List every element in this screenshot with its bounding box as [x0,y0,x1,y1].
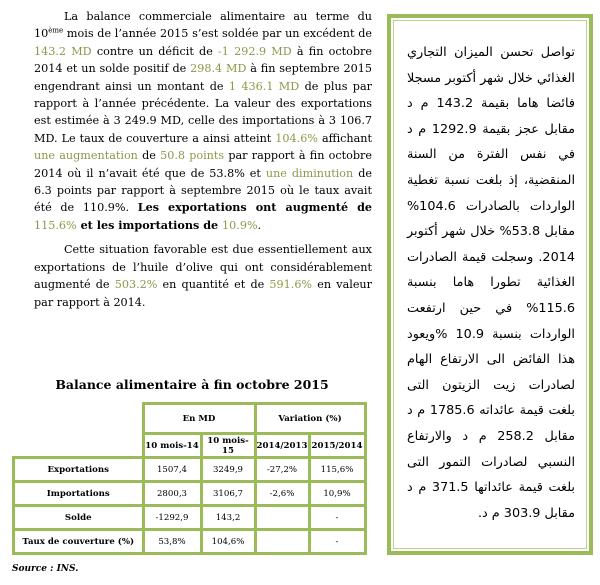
header-en-md: En MD [143,404,255,434]
row-label: Solde [14,506,144,530]
table-row [14,458,366,482]
highlight-value: 115.6% [34,218,77,232]
text: contre un déficit de [91,44,219,58]
table-row [14,506,366,530]
text: par rapport à fin octobre 2014 où il n’avait été que de 53.8% et [34,149,372,180]
text: Les exportations ont augmenté de [137,200,373,215]
cell [255,530,309,554]
text: et les importations de [76,217,223,232]
text: en valeur par rapport à 2014. [34,278,372,309]
french-article [34,8,372,311]
subheader: 10 mois-14 [143,434,201,458]
cell: 115,6% [309,458,365,482]
highlight-value: 298.4 MD [190,62,247,76]
highlight-value: -1 292.9 MD [218,44,292,58]
text: 10 [34,27,49,41]
cell: 2800,3 [143,482,201,506]
text: à fin octobre 2014 et un solde positif de [34,44,372,76]
cell [255,506,309,530]
text: en quantité et de [157,278,270,292]
highlight-value: 143.2 MD [34,44,92,58]
cell: 3249,9 [201,458,255,482]
text: à fin septembre 2015 engendrant ainsi un montant de [34,62,372,93]
cell: - [309,506,365,530]
highlight-value: 591.6% [269,278,313,292]
cell: 10,9% [309,482,365,506]
text: La balance commerciale alimentaire au terme du [64,10,372,23]
cell: -27,2% [255,458,309,482]
table-row [14,530,366,554]
cell: 104,6% [201,530,255,554]
highlight-value: 10.9% [222,218,258,232]
arabic-summary-box [387,14,593,555]
cell: 143,2 [201,506,255,530]
text: Cette situation favorable est due essentiellement aux exportations de l’huile d’olive qui ont considérablement augmenté de [34,243,372,292]
text: de 6.3 points par rapport à septembre 2015 où le taux avait été de 110.9%. [34,166,372,215]
balance-table [12,402,367,555]
cell: -1292,9 [143,506,201,530]
text: de plus par rapport à l’année précédente. La valeur des exportations est estimée à 3 249.9 MD, celle des importations à 3 106.7 MD. Le taux de couverture a ainsi atteint [34,79,372,145]
cell: -2,6% [255,482,309,506]
paragraph-olive-oil [34,241,372,311]
header-variation: Variation (%) [255,404,365,434]
table-row [14,482,366,506]
table-header-row [14,404,366,434]
highlight-value: 50.8 points [160,149,225,163]
subheader: 10 mois-15 [201,434,255,458]
highlight-value: une diminution [265,166,354,180]
table-title: Balance alimentaire à fin octobre 2015 [55,377,329,392]
cell: 3106,7 [201,482,255,506]
text: . [257,218,262,232]
highlight-value: 503.2% [114,278,158,292]
superscript: ème [48,26,64,35]
paragraph-balance [34,8,372,234]
row-label: Importations [14,482,144,506]
cell: 53,8% [143,530,201,554]
row-label: Exportations [14,458,144,482]
empty-header-cell [14,404,144,458]
text: mois de l’année 2015 s’est soldée par un excédent de [63,27,372,41]
source-note: Source : INS. [12,564,79,574]
highlight-value: 1 436.1 MD [228,79,300,93]
row-label: Taux de couverture (%) [14,530,144,554]
subheader: 2014/2013 [255,434,309,458]
highlight-value: une augmentation [34,149,138,163]
arabic-summary-text: تواصل تحسن الميزان التجاري الغذائي خلال شهر أكتوبر مسجلا فائضا هاما بقيمة 143.2 م د مقابل عجز بقيمة 1292.9 م د في نفس الفترة من السنة المنقضية، إذ بلغت نسبة تغطية الواردات بالصادرات 104.6% مقابل 53.8% خلال شهر أكتوبر 2014. وسجلت قيمة الصادرات الغذائية تطورا هاما بنسبة 115.6% في حين ارتفعت الواردات بنسبة 10.9 %ويعود هذا الفائض الى الارتفاع الهام لصادرات زيت الزيتون التى بلغت قيمة عائداته 1785.6 م د مقابل 258.2 م د والارتفاع النسبي لصادرات التمور التى بلغت قيمة عائداتها 371.5 م د مقابل 303.9 م د. [407,45,575,521]
text: affichant [317,131,372,145]
cell: 1507,4 [143,458,201,482]
subheader: 2015/2014 [309,434,365,458]
cell: - [309,530,365,554]
highlight-value: 104.6% [275,131,318,145]
text: de [137,149,161,163]
